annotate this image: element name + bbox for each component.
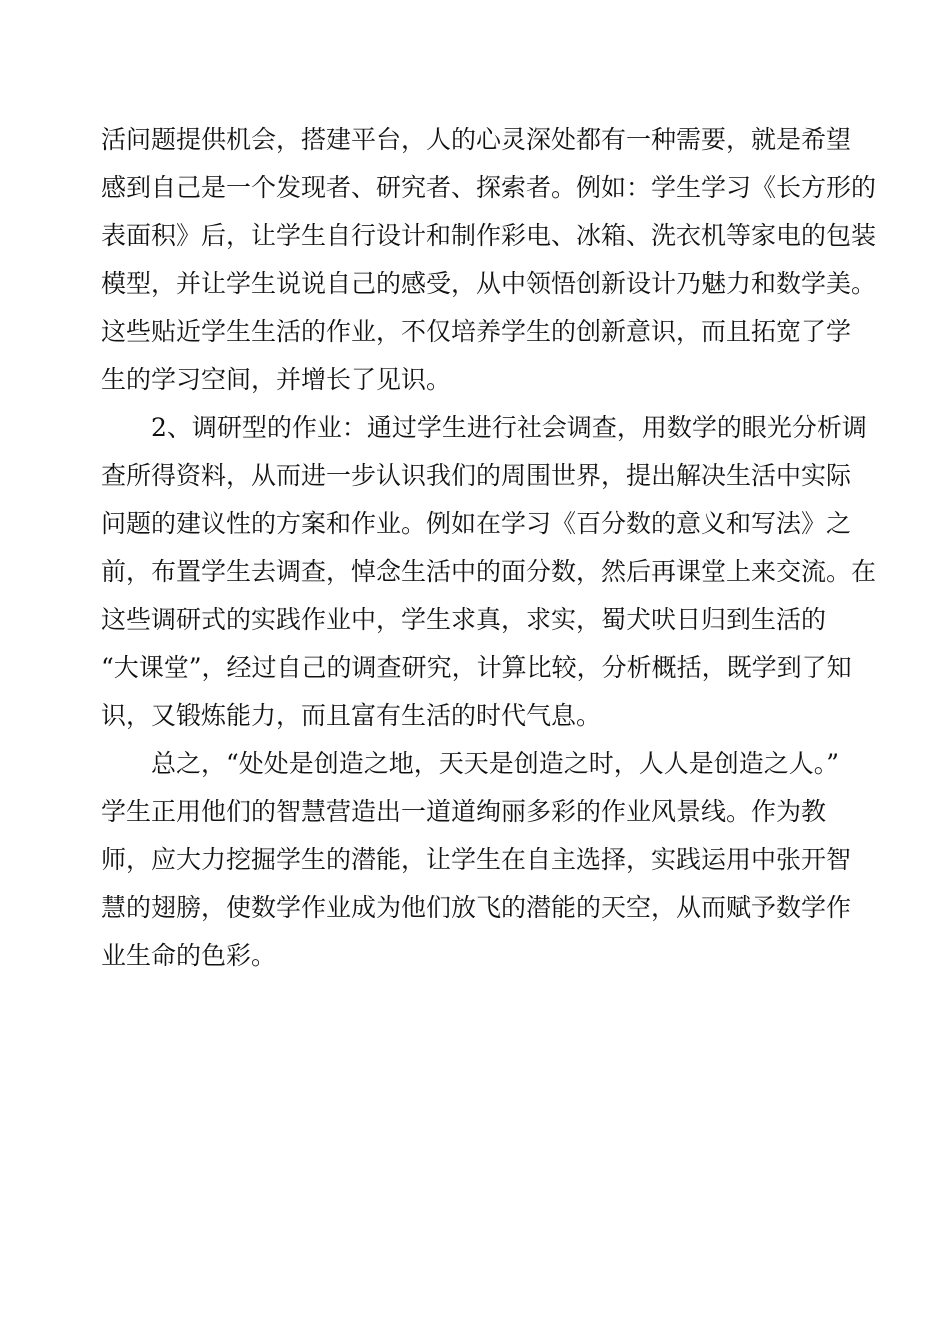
text-line: 识，又锻炼能力，而且富有生活的时代气息。 bbox=[101, 701, 602, 730]
text-line: 前，布置学生去调查，悼念生活中的面分数，然后再课堂上来交流。在 bbox=[101, 557, 877, 586]
text-line: 表面积》后，让学生自行设计和制作彩电、冰箱、洗衣机等家电的包装 bbox=[101, 221, 877, 250]
text-line: 生的学习空间，并增长了见识。 bbox=[101, 365, 452, 394]
text-line: 活问题提供机会，搭建平台，人的心灵深处都有一种需要，就是希望 bbox=[101, 125, 852, 154]
text-line: 慧的翅膀，使数学作业成为他们放飞的潜能的天空，从而赋予数学作 bbox=[101, 893, 852, 922]
text-line: 这些贴近学生生活的作业，不仅培养学生的创新意识，而且拓宽了学 bbox=[101, 317, 852, 346]
text-line: 这些调研式的实践作业中，学生求真，求实，蜀犬吠日归到生活的 bbox=[101, 605, 827, 634]
text-line: 感到自己是一个发现者、研究者、探索者。例如：学生学习《长方形的 bbox=[101, 173, 877, 202]
text-line: “大课堂”，经过自己的调查研究，计算比较，分析概括，既学到了知 bbox=[101, 653, 852, 682]
text-line: 模型，并让学生说说自己的感受，从中领悟创新设计乃魅力和数学美。 bbox=[101, 269, 877, 298]
text-line: 2、调研型的作业：通过学生进行社会调查，用数学的眼光分析调 bbox=[151, 413, 867, 442]
text-line: 业生命的色彩。 bbox=[101, 941, 277, 970]
text-line: 总之，“处处是创造之地，天天是创造之时，人人是创造之人。” bbox=[151, 749, 840, 778]
body-text bbox=[101, 116, 877, 980]
text-line: 师，应大力挖掘学生的潜能，让学生在自主选择，实践运用中张开智 bbox=[101, 845, 852, 874]
text-line: 查所得资料，从而进一步认识我们的周围世界，提出解决生活中实际 bbox=[101, 461, 852, 490]
text-line: 问题的建议性的方案和作业。例如在学习《百分数的意义和写法》之 bbox=[101, 509, 852, 538]
text-line: 学生正用他们的智慧营造出一道道绚丽多彩的作业风景线。作为教 bbox=[101, 797, 827, 826]
